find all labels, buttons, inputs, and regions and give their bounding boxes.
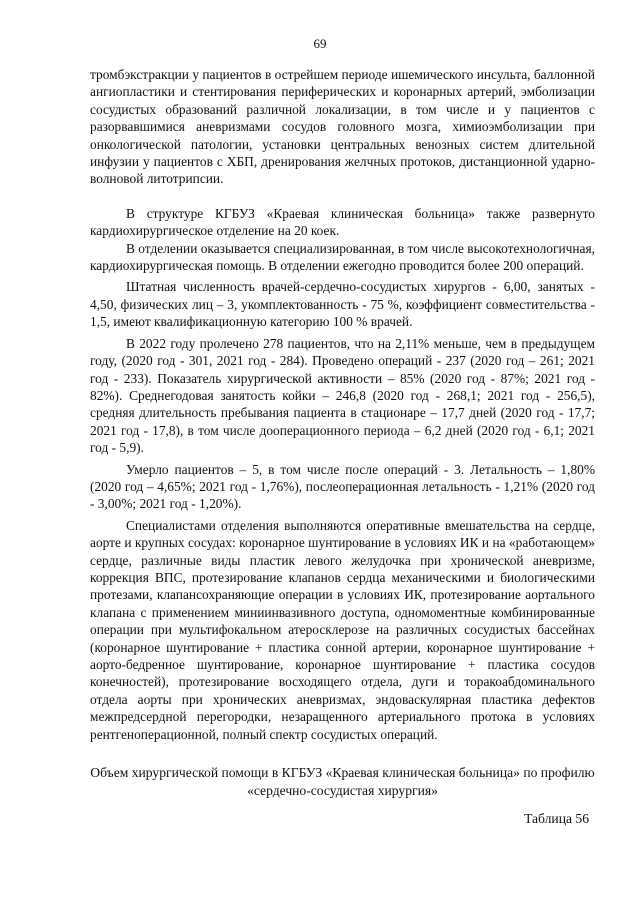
paragraph-mortality: Умерло пациентов – 5, в том числе после операций - 3. Летальность – 1,80% (2020 год – 4,65%; 2021 год - 1,76%), послеоперационная летальность - 1,21% (2020 год - 3,00%; 2021 год - 1,20%). (90, 461, 595, 512)
paragraph-procedures-continued: тромбэкстракции у пациентов в острейшем периоде ишемического инсульта, баллонной ангиопластики и стентирования периферических и коронарных артерий, эмболизации сосудистых образований различной локализации, в том числе и у пациентов с разорвавшимися аневризмами сосудов головного мозга, химиоэмболизации при онкологической патологии, установки центральных венозных систем длительной инфузии у пациентов с ХБП, дренирования желчных протоков, дистанционной ударно-волновой литотрипсии. (90, 67, 595, 187)
paragraph-staffing: Штатная численность врачей-сердечно-сосудистых хирургов - 6,00, занятых - 4,50, физических лиц – 3, укомплектованность - 75 %, коэффициент совместительства - 1,5, имеют квалификационную категорию 100 % врачей. (90, 279, 595, 330)
page-number: 69 (313, 36, 327, 51)
paragraph-interventions: Специалистами отделения выполняются оперативные вмешательства на сердце, аорте и крупных сосудах: коронарное шунтирование в условиях ИК и на «работающем» сердце, различные виды пластик левого желудочка при хронической аневризме, коррекция ВПС, протезирование клапанов сердца механическими и биологическими протезами, клапансохраняющие операции в условиях ИК, протезирование аортального клапана с применением миниинвазивного доступа, одномоментные комбинированные операции при мультифокальном атеросклерозе на различных сосудистых бассейнах (коронарное шунтирование + пластика сонной артерии, коронарное шунтирование + аорто-бедренное шунтирование, коронарное шунтирование + пластика сосудов конечностей), протезирование восходящего отдела, дуги и торакоабдоминального отдела аорты при хронических аневризмах, эндоваскулярная пластика дефектов межпредсердной перегородки, незаращенного артериального протока в условиях рентгеноперационной, полный спектр сосудистых операций. (90, 517, 595, 742)
paragraph-cardiac-department: В структуре КГБУЗ «Краевая клиническая больница» также развернуто кардиохирургическое отделение на 20 коек. (90, 205, 595, 239)
document-body (90, 66, 595, 827)
paragraph-specialized-care: В отделении оказывается специализированная, в том числе высокотехнологичная, кардиохирургическая помощь. В отделении ежегодно проводится более 200 операций. (90, 240, 595, 274)
paragraph-2022-statistics: В 2022 году пролечено 278 пациентов, что на 2,11% меньше, чем в предыдущем году, (2020 год - 301, 2021 год - 284). Проведено операций - 237 (2020 год – 261; 2021 год - 233). Показатель хирургической активности – 85% (2020 год - 87%; 2021 год - 82%). Среднегодовая занятость койки – 246,8 (2020 год - 268,1; 2021 год - 256,5), средняя длительность пребывания пациента в стационаре – 17,7 дней (2020 год - 17,7; 2021 год - 17,8), в том числе дооперационного периода – 6,2 дней (2020 год - 6,1; 2021 год - 5,9). (90, 335, 595, 456)
table-caption: Объем хирургической помощи в КГБУЗ «Краевая клиническая больница» по профилю «сердечно-сосудистая хирургия» (90, 765, 595, 799)
table-number-label: Таблица 56 (524, 811, 589, 827)
